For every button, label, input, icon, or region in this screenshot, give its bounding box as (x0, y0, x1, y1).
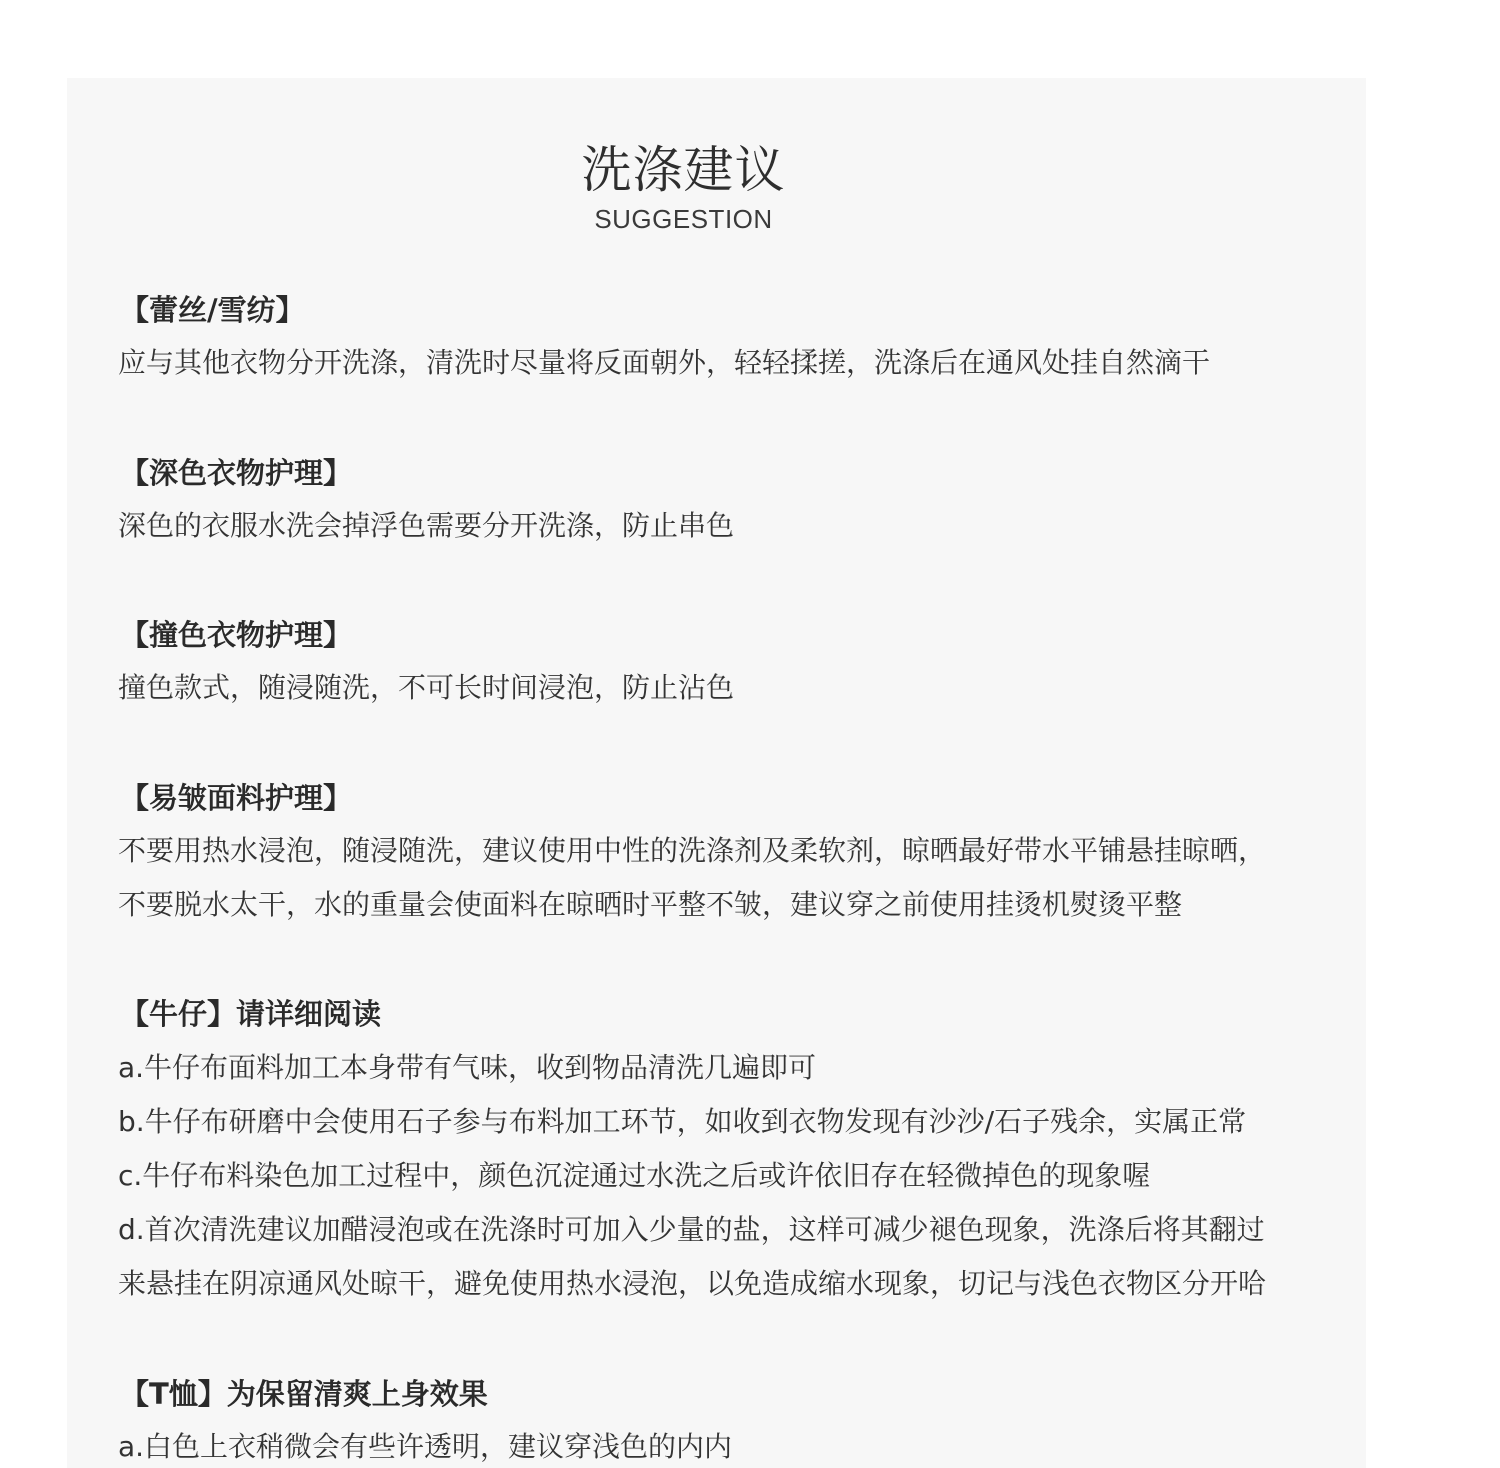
section-text-line: d.首次清洗建议加醋浸泡或在洗涤时可加入少量的盐，这样可减少褪色现象，洗涤后将其翻过 (118, 1213, 1265, 1246)
section-heading-denim: 【牛仔】请详细阅读 (120, 997, 382, 1031)
section-text-line: a.白色上衣稍微会有些许透明，建议穿浅色的内内 (118, 1430, 733, 1463)
section-heading-dark-clothes: 【深色衣物护理】 (120, 456, 353, 490)
section-text-line: 应与其他衣物分开洗涤，清洗时尽量将反面朝外，轻轻揉搓，洗涤后在通风处挂自然滴干 (118, 346, 1211, 379)
section-text-line: 不要脱水太干，水的重量会使面料在晾晒时平整不皱，建议穿之前使用挂烫机熨烫平整 (118, 888, 1183, 921)
section-text-line: 深色的衣服水洗会掉浮色需要分开洗涤，防止串色 (118, 509, 735, 542)
content-panel (67, 78, 1366, 1468)
section-text-line: 来悬挂在阴凉通风处晾干，避免使用热水浸泡，以免造成缩水现象，切记与浅色衣物区分开哈 (118, 1267, 1267, 1300)
section-text-line: 撞色款式，随浸随洗，不可长时间浸泡，防止沾色 (118, 671, 735, 704)
section-heading-tshirt: 【T恤】为保留清爽上身效果 (120, 1377, 488, 1411)
page-title: 洗涤建议 (581, 141, 786, 199)
page-subtitle: SUGGESTION (594, 204, 773, 234)
section-text-line: b.牛仔布研磨中会使用石子参与布料加工环节，如收到衣物发现有沙沙/石子残余，实属正常 (118, 1105, 1247, 1138)
section-text-line: 不要用热水浸泡，随浸随洗，建议使用中性的洗涤剂及柔软剂，晾晒最好带水平铺悬挂晾晒， (118, 834, 1267, 867)
section-heading-wrinkle-fabric: 【易皱面料护理】 (120, 781, 353, 815)
section-heading-lace-chiffon: 【蕾丝/雪纺】 (120, 293, 305, 327)
section-text-line: c.牛仔布料染色加工过程中，颜色沉淀通过水洗之后或许依旧存在轻微掉色的现象喔 (118, 1159, 1151, 1192)
section-heading-contrast-color: 【撞色衣物护理】 (120, 618, 353, 652)
section-text-line: a.牛仔布面料加工本身带有气味，收到物品清洗几遍即可 (118, 1051, 817, 1084)
